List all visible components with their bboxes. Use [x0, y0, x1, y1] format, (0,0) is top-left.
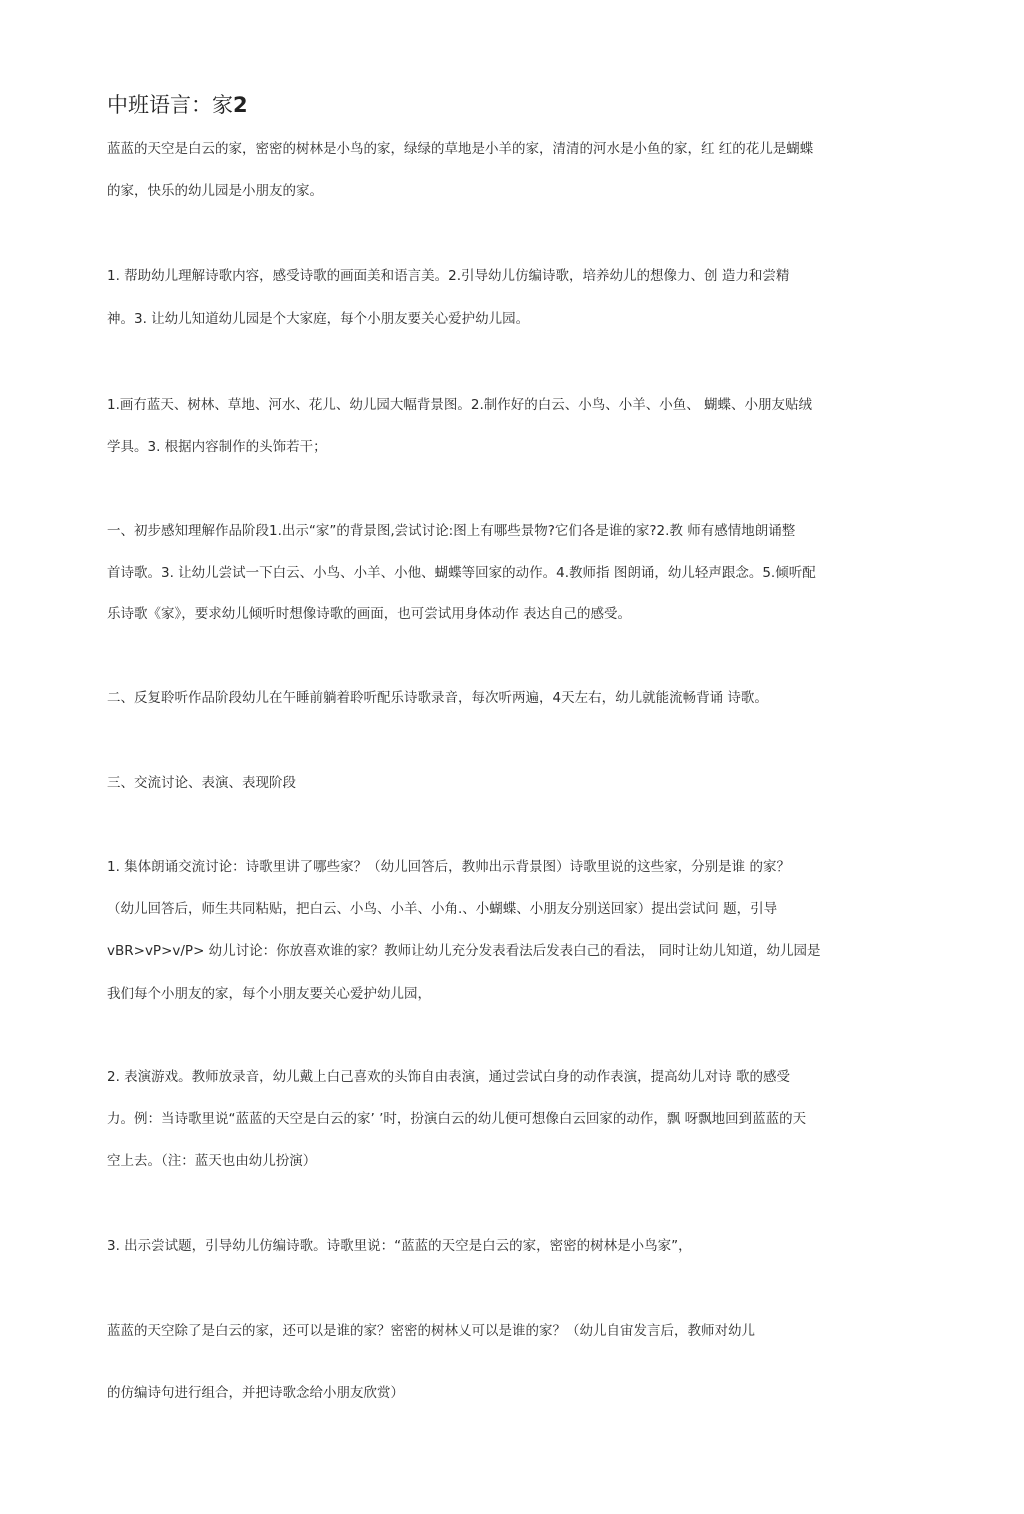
paragraph-line: 蓝蓝的天空是白云的家，密密的树林是小鸟的家，绿绿的草地是小羊的家，清清的河水是小鱼的家，红 红的花儿是蝴蝶: [107, 141, 814, 157]
paragraph-line: 蓝蓝的天空除了是白云的家，还可以是谁的家？密密的树林乂可以是谁的家？（幼儿自宙发言后，教师对幼儿: [107, 1323, 755, 1339]
paragraph-line: 力。例：当诗歌里说“蓝蓝的天空是白云的家’ ’时，扮演白云的幼儿便可想像白云回家的动作，飘 呀飘地回到蓝蓝的天: [107, 1111, 807, 1127]
paragraph-line: 神。3. 让幼儿知道幼儿园是个大家庭，每个小朋友要关心爱护幼儿园。: [107, 311, 530, 327]
paragraph-line: 我们每个小朋友的家，每个小朋友要关心爱护幼儿园，: [107, 986, 431, 1002]
paragraph-line: 1. 集体朗诵交流讨论：诗歌里讲了哪些家？（幼儿回答后，教帅出示背景图）诗歌里说的这些家，分别是谁 的家？: [107, 859, 790, 875]
paragraph-line: vBR>vP>v/P> 幼儿讨论：你放喜欢谁的家？教师让幼儿充分发表看法后发表白己的看法， 同时让幼儿知道，幼儿园是: [107, 943, 821, 959]
paragraph-line: 首诗歌。3. 让幼儿尝试一下白云、小鸟、小羊、小他、蝴蝶等回家的动作。4.教师指 图朗诵，幼儿轻声跟念。5.倾听配: [107, 565, 816, 581]
document-title: [107, 91, 248, 119]
title-text: 中班语言：家: [107, 93, 233, 117]
paragraph-line: 空上去。（注：蓝天也由幼儿扮演）: [107, 1153, 317, 1169]
paragraph-line: 2. 表演游戏。教师放录音，幼儿戴上白己喜欢的头饰自由表演，通过尝试白身的动作表演，提高幼儿对诗 歌的感受: [107, 1069, 790, 1085]
paragraph-line: 1.画冇蓝天、树林、草地、河水、花儿、幼儿园大幅背景图。2.制作好的白云、小鸟、小羊、小鱼、 蝴蝶、小朋友贴绒: [107, 397, 813, 413]
section-heading: 三、交流讨论、表演、表现阶段: [107, 775, 296, 791]
paragraph-line: 乐诗歌《家》，要求幼儿倾听时想像诗歌的画面，也可尝试用身体动作 表达自己的感受。: [107, 606, 632, 622]
paragraph-line: 的仿编诗句进行组合，并把诗歌念给小朋友欣赏）: [107, 1385, 404, 1401]
paragraph-line: 二、反复聆听作品阶段幼儿在午睡前躺着聆听配乐诗歌录音，每次听两遍，4天左右，幼儿就能流畅背诵 诗歌。: [107, 690, 768, 706]
title-suffix: 2: [233, 93, 248, 117]
paragraph-line: 3. 出示尝试题，引导幼儿仿编诗歌。诗歌里说：“蓝蓝的天空是白云的家，密密的树林是小鸟家”，: [107, 1238, 692, 1254]
paragraph-line: 一、初步感知理解作品阶段1.出示“家”的背景图,尝试讨论:图上有哪些景物?它们各是谁的家?2.教 师有感情地朗诵整: [107, 523, 796, 539]
paragraph-line: 学具。3. 根据内容制作的头饰若干；: [107, 439, 327, 455]
paragraph-line: （幼儿回答后，师生共同粘贴，把白云、小鸟、小羊、小角.、小蝴蝶、小朋友分别送回家）提出尝试问 题，引导: [107, 901, 778, 917]
paragraph-line: 的家，快乐的幼儿园是小朋友的家。: [107, 183, 323, 199]
paragraph-line: 1. 帮助幼儿理解诗歌内容，感受诗歌的画面美和语言美。2.引导幼儿仿编诗歌，培养幼儿的想像力、创 造力和尝精: [107, 268, 790, 284]
